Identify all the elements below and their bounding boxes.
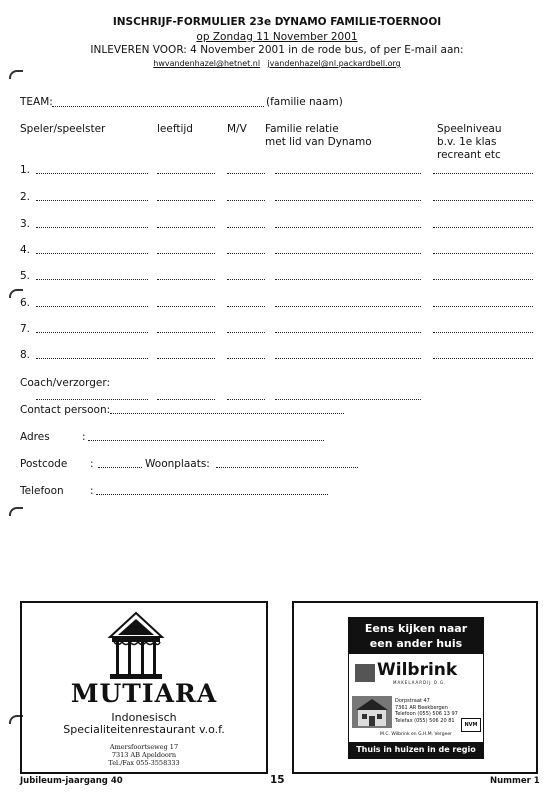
wilbrink-fax: Telefax (055) 506 20 81 xyxy=(395,717,455,724)
table-row xyxy=(0,349,554,365)
mv-field[interactable] xyxy=(227,200,265,201)
contact-field[interactable] xyxy=(110,413,344,414)
level-field[interactable] xyxy=(433,358,533,359)
coach-relation-field[interactable] xyxy=(275,399,421,400)
mutiara-addr2: 7313 AB Apeldoorn xyxy=(111,751,177,759)
team-suffix: (familie naam) xyxy=(266,96,343,108)
mutiara-name: MUTIARA xyxy=(70,679,218,708)
col-level-line1: Speelniveau xyxy=(437,123,502,135)
email-link-2[interactable]: jvandenhazel@nl.packardbell.org xyxy=(267,59,401,68)
player-name-field[interactable] xyxy=(36,173,148,174)
mutiara-address xyxy=(22,743,266,767)
relation-field[interactable] xyxy=(275,332,421,333)
col-age: leeftijd xyxy=(157,123,193,135)
player-name-field[interactable] xyxy=(36,332,148,333)
wilbrink-addr2: 7361 AR Beekbergen xyxy=(395,704,448,711)
level-field[interactable] xyxy=(433,227,533,228)
row-number: 5. xyxy=(20,270,31,282)
nvm-badge: NVM xyxy=(461,718,481,732)
team-input-line[interactable] xyxy=(52,106,264,107)
age-field[interactable] xyxy=(157,306,215,307)
player-name-field[interactable] xyxy=(36,306,148,307)
adres-field[interactable] xyxy=(88,440,324,441)
relation-field[interactable] xyxy=(275,306,421,307)
relation-field[interactable] xyxy=(275,200,421,201)
age-field[interactable] xyxy=(157,253,215,254)
age-field[interactable] xyxy=(157,227,215,228)
postcode-label: Postcode xyxy=(20,458,68,470)
col-relation-line1: Familie relatie xyxy=(265,123,339,135)
table-row xyxy=(0,297,554,313)
player-name-field[interactable] xyxy=(36,200,148,201)
pavilion-logo-icon xyxy=(106,611,166,681)
table-row xyxy=(0,244,554,260)
wilbrink-persons: M.C. Wilbrink en G.H.M. Vergeer xyxy=(380,732,452,737)
level-field[interactable] xyxy=(433,200,533,201)
wilbrink-slogan1: Eens kijken naar xyxy=(364,622,468,635)
table-row xyxy=(0,218,554,234)
row-number: 4. xyxy=(20,244,31,256)
form-date xyxy=(0,31,554,43)
mutiara-phone: Tel./Fax 055-3558333 xyxy=(108,759,180,767)
table-row xyxy=(0,164,554,180)
deliver-instructions: INLEVEREN VOOR: 4 November 2001 in de rode bus, of per E-mail aan: xyxy=(90,44,464,56)
col-player: Speler/speelster xyxy=(20,123,106,135)
player-name-field[interactable] xyxy=(36,227,148,228)
row-number: 3. xyxy=(20,218,31,230)
row-number: 1. xyxy=(20,164,31,176)
relation-field[interactable] xyxy=(275,227,421,228)
col-level-line2: b.v. 1e klas xyxy=(437,136,497,148)
page-number: 15 xyxy=(270,774,285,786)
postcode-colon: : xyxy=(90,458,94,470)
relation-field[interactable] xyxy=(275,253,421,254)
table-row xyxy=(0,270,554,286)
wilbrink-contact xyxy=(395,698,458,724)
level-field[interactable] xyxy=(433,332,533,333)
col-relation-line2: met lid van Dynamo xyxy=(265,136,372,148)
wilbrink-name: Wilbrink xyxy=(377,660,458,680)
age-field[interactable] xyxy=(157,200,215,201)
telefoon-colon: : xyxy=(90,485,94,497)
relation-field[interactable] xyxy=(275,173,421,174)
coach-mv-field[interactable] xyxy=(227,399,265,400)
wilbrink-slogan xyxy=(349,618,483,654)
col-mv: M/V xyxy=(227,123,247,135)
relation-field[interactable] xyxy=(275,358,421,359)
form-title: INSCHRIJF-FORMULIER 23e DYNAMO FAMILIE-TOERNOOI xyxy=(112,16,442,28)
wilbrink-addr1: Dorpstraat 47 xyxy=(395,698,430,704)
col-level xyxy=(437,123,502,162)
footer-left: Jubileum-jaargang 40 xyxy=(20,776,123,786)
wilbrink-tagline: Thuis in huizen in de regio xyxy=(349,742,483,758)
team-label: TEAM: xyxy=(20,96,53,108)
adres-colon: : xyxy=(82,431,86,443)
wilbrink-logo-icon xyxy=(355,664,375,682)
wilbrink-sub: MAKELAARDIJ O.G. xyxy=(393,680,447,685)
age-field[interactable] xyxy=(157,279,215,280)
adres-label: Adres xyxy=(20,431,50,443)
mutiara-line1: Indonesisch xyxy=(111,711,177,724)
col-relation xyxy=(265,123,372,149)
email-link-1[interactable]: hwvandenhazel@hetnet.nl xyxy=(153,59,261,68)
table-row xyxy=(0,191,554,207)
col-level-line3: recreant etc xyxy=(437,149,501,161)
mutiara-addr1: Amersfoortseweg 17 xyxy=(109,743,179,751)
mv-field[interactable] xyxy=(227,173,265,174)
row-number: 2. xyxy=(20,191,31,203)
binder-hole-mark xyxy=(9,507,23,516)
wilbrink-panel xyxy=(348,617,484,759)
player-name-field[interactable] xyxy=(36,279,148,280)
telefoon-label: Telefoon xyxy=(20,485,64,497)
player-name-field[interactable] xyxy=(36,358,148,359)
level-field[interactable] xyxy=(433,173,533,174)
mutiara-line2: Specialiteitenrestaurant v.o.f. xyxy=(63,723,225,736)
row-number: 7. xyxy=(20,323,31,335)
level-field[interactable] xyxy=(433,253,533,254)
wilbrink-slogan2: een ander huis xyxy=(369,637,463,650)
row-number: 6. xyxy=(20,297,31,309)
mv-field[interactable] xyxy=(227,306,265,307)
form-date-text: op Zondag 11 November 2001 xyxy=(196,31,358,43)
mv-field[interactable] xyxy=(227,253,265,254)
table-row xyxy=(0,323,554,339)
mv-field[interactable] xyxy=(227,227,265,228)
binder-hole-mark xyxy=(9,70,23,79)
telefoon-field[interactable] xyxy=(96,494,328,495)
email-line xyxy=(0,57,554,70)
mv-field[interactable] xyxy=(227,279,265,280)
row-number: 8. xyxy=(20,349,31,361)
age-field[interactable] xyxy=(157,173,215,174)
relation-field[interactable] xyxy=(275,279,421,280)
contact-label: Contact persoon: xyxy=(20,404,111,416)
player-name-field[interactable] xyxy=(36,253,148,254)
wilbrink-tel: Telefoon (055) 506 13 97 xyxy=(395,711,458,717)
coach-age-field[interactable] xyxy=(157,399,215,400)
mv-field[interactable] xyxy=(227,358,265,359)
woonplaats-label: Woonplaats: xyxy=(145,458,210,470)
mv-field[interactable] xyxy=(227,332,265,333)
age-field[interactable] xyxy=(157,358,215,359)
woonplaats-field[interactable] xyxy=(216,467,358,468)
age-field[interactable] xyxy=(157,332,215,333)
postcode-field[interactable] xyxy=(98,467,142,468)
level-field[interactable] xyxy=(433,306,533,307)
ad-mutiara xyxy=(20,601,268,774)
footer-right: Nummer 1 xyxy=(490,776,540,786)
level-field[interactable] xyxy=(433,279,533,280)
coach-label: Coach/verzorger: xyxy=(20,377,111,389)
ad-wilbrink xyxy=(292,601,538,774)
coach-name-field[interactable] xyxy=(36,399,148,400)
house-photo-icon xyxy=(352,696,392,728)
